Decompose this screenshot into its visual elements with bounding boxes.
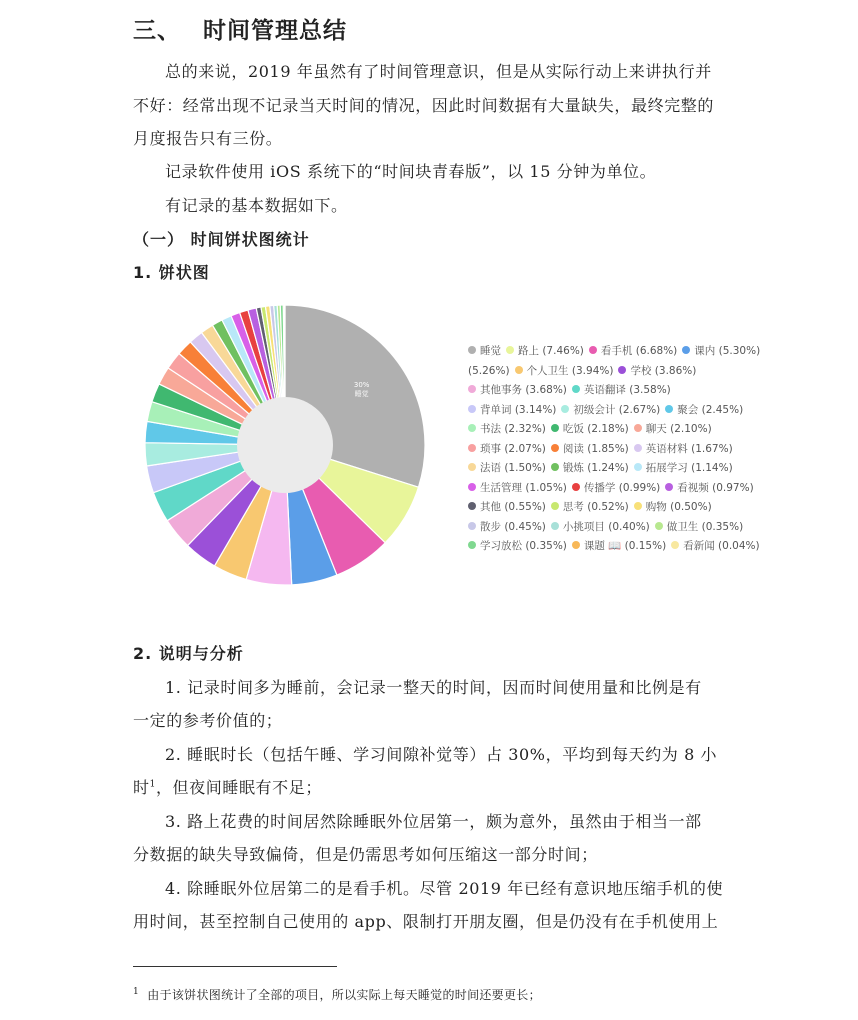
legend-item[interactable] bbox=[572, 381, 671, 401]
legend-label: 思考 (0.52%) bbox=[562, 501, 629, 513]
legend-swatch bbox=[551, 463, 559, 471]
analysis-1-line-1: 1. 记录时间多为睡前，会记录一整天的时间，因而时间使用量和比例是有 bbox=[165, 678, 702, 697]
legend-item[interactable] bbox=[671, 537, 759, 557]
legend-swatch bbox=[655, 522, 663, 530]
legend-label: 其他 (0.55%) bbox=[480, 501, 546, 513]
legend-item[interactable] bbox=[468, 342, 501, 362]
analysis-2-line-2 bbox=[133, 775, 322, 798]
legend-swatch bbox=[682, 346, 690, 354]
legend-label: 初级会计 (2.67%) bbox=[573, 403, 661, 416]
legend-label: 背单词 (3.14%) bbox=[480, 403, 557, 416]
legend-swatch bbox=[506, 346, 514, 354]
legend-label: 英语翻译 (3.58%) bbox=[583, 384, 671, 396]
legend-swatch bbox=[589, 346, 597, 354]
legend-swatch bbox=[634, 463, 642, 471]
legend-label: 课题 📖 (0.15%) bbox=[583, 540, 667, 552]
legend-swatch bbox=[551, 502, 559, 510]
legend-item[interactable] bbox=[468, 440, 546, 460]
legend-item[interactable] bbox=[655, 518, 743, 538]
legend-item[interactable] bbox=[468, 498, 546, 518]
footnote-divider bbox=[133, 966, 337, 967]
legend-swatch bbox=[468, 522, 476, 530]
legend-swatch bbox=[551, 444, 559, 452]
legend-label: 小挑项目 (0.40%) bbox=[562, 520, 650, 533]
legend-label: 散步 (0.45%) bbox=[480, 520, 546, 533]
legend-row bbox=[468, 342, 848, 362]
legend-label: 学习放松 (0.35%) bbox=[480, 540, 567, 552]
legend-label: 生活管理 (1.05%) bbox=[480, 481, 567, 494]
legend-item[interactable] bbox=[572, 537, 666, 557]
footnote-text: 由于该饼状图统计了全部的项目，所以实际上每天睡觉的时间还要更长； bbox=[147, 988, 541, 1002]
legend-row bbox=[468, 381, 848, 401]
legend-item[interactable] bbox=[551, 459, 629, 479]
legend-row bbox=[468, 537, 848, 557]
legend-row bbox=[468, 440, 848, 460]
legend-item[interactable] bbox=[515, 362, 614, 382]
legend-swatch bbox=[551, 522, 559, 530]
legend-label: 课内 (5.30%) bbox=[694, 345, 761, 357]
legend-swatch bbox=[618, 366, 626, 374]
analysis-2-text-b: ，但夜间睡眠有不足； bbox=[155, 778, 322, 797]
section-number: 三、 bbox=[133, 18, 181, 44]
legend-item[interactable] bbox=[618, 362, 696, 382]
legend-item[interactable] bbox=[572, 479, 660, 499]
legend-label: 睡觉 bbox=[480, 345, 501, 357]
analysis-3-line-1: 3. 路上花费的时间居然除睡眠外位居第一，颇为意外，虽然由于相当一部 bbox=[165, 812, 702, 831]
subsection-heading: （一） 时间饼状图统计 bbox=[133, 230, 310, 249]
legend-item[interactable] bbox=[634, 420, 712, 440]
legend-item[interactable] bbox=[506, 342, 584, 362]
legend-item[interactable] bbox=[551, 498, 629, 518]
chart-legend bbox=[468, 342, 848, 557]
legend-swatch bbox=[468, 385, 476, 393]
legend-item[interactable] bbox=[561, 401, 660, 421]
legend-row bbox=[468, 479, 848, 499]
legend-swatch bbox=[468, 483, 476, 491]
legend-label: 传播学 (0.99%) bbox=[583, 481, 661, 494]
legend-item[interactable] bbox=[634, 459, 733, 479]
legend-label: 法语 (1.50%) bbox=[480, 462, 546, 474]
legend-row bbox=[468, 401, 848, 421]
legend-row bbox=[468, 498, 848, 518]
legend-row bbox=[468, 459, 848, 479]
legend-item[interactable] bbox=[468, 537, 567, 557]
legend-swatch bbox=[551, 424, 559, 432]
legend-swatch bbox=[468, 502, 476, 510]
analysis-3-line-2: 分数据的缺失导致偏倚，但是仍需思考如何压缩这一部分时间； bbox=[133, 845, 598, 864]
legend-swatch bbox=[665, 483, 673, 491]
paragraph-3: 有记录的基本数据如下。 bbox=[165, 196, 348, 215]
legend-swatch bbox=[468, 463, 476, 471]
legend-row bbox=[468, 362, 848, 382]
analysis-1-line-2: 一定的参考价值的； bbox=[133, 711, 283, 730]
legend-item[interactable] bbox=[682, 342, 760, 362]
legend-item[interactable] bbox=[468, 479, 567, 499]
analysis-4-line-1: 4. 除睡眠外位居第二的是看手机。尽管 2019 年已经有意识地压缩手机的使 bbox=[165, 879, 724, 898]
section-heading bbox=[133, 12, 347, 45]
legend-item[interactable] bbox=[468, 420, 546, 440]
footnote-mark: 1 bbox=[133, 987, 140, 997]
legend-label: 吃饭 (2.18%) bbox=[562, 423, 629, 435]
legend-swatch bbox=[468, 346, 476, 354]
sub-heading-pie: 1. 饼状图 bbox=[133, 263, 210, 282]
legend-label: 看新闻 (0.04%) bbox=[683, 540, 760, 552]
section-title: 时间管理总结 bbox=[203, 18, 347, 44]
legend-item[interactable] bbox=[551, 518, 650, 538]
paragraph-2: 记录软件使用 iOS 系统下的“时间块青春版”，以 15 分钟为单位。 bbox=[165, 162, 657, 181]
legend-label: 学校 (3.86%) bbox=[630, 364, 697, 377]
legend-swatch bbox=[572, 483, 580, 491]
slice-label-value: 30% bbox=[353, 380, 370, 389]
legend-label: 书法 (2.32%) bbox=[480, 423, 546, 435]
paragraph-1-line-2: 不好：经常出现不记录当天时间的情况，因此时间数据有大量缺失，最终完整的 bbox=[133, 96, 715, 115]
legend-swatch bbox=[515, 366, 523, 374]
legend-label: 个人卫生 (3.94%) bbox=[526, 364, 614, 377]
paragraph-1-line-1: 总的来说，2019 年虽然有了时间管理意识，但是从实际行动上来讲执行并 bbox=[165, 62, 712, 81]
legend-row bbox=[468, 518, 848, 538]
legend-item[interactable] bbox=[468, 401, 556, 421]
legend-item[interactable] bbox=[665, 401, 743, 421]
analysis-2-text-a: 时 bbox=[133, 778, 150, 797]
legend-label: 锻炼 (1.24%) bbox=[562, 462, 629, 474]
legend-swatch bbox=[671, 541, 679, 549]
legend-swatch bbox=[634, 502, 642, 510]
legend-swatch bbox=[468, 405, 476, 413]
analysis-2-line-1: 2. 睡眠时长（包括午睡、学习间隙补觉等）占 30%，平均到每天约为 8 小 bbox=[165, 745, 718, 764]
legend-swatch bbox=[468, 424, 476, 432]
footnote bbox=[133, 986, 541, 1003]
legend-swatch bbox=[634, 424, 642, 432]
legend-swatch bbox=[468, 444, 476, 452]
legend-label: 琐事 (2.07%) bbox=[480, 442, 546, 455]
paragraph-1-line-3: 月度报告只有三份。 bbox=[133, 129, 283, 148]
legend-swatch bbox=[634, 444, 642, 452]
legend-label: 做卫生 (0.35%) bbox=[666, 520, 744, 533]
legend-swatch bbox=[665, 405, 673, 413]
legend-label: 路上 (7.46%) bbox=[518, 345, 584, 357]
legend-item[interactable] bbox=[468, 362, 510, 382]
legend-label: 聚会 (2.45%) bbox=[677, 403, 744, 416]
legend-row bbox=[468, 420, 848, 440]
analysis-4-line-2: 用时间，甚至控制自己使用的 app、限制打开朋友圈，但是仍没有在手机使用上 bbox=[133, 912, 719, 931]
legend-label: 其他事务 (3.68%) bbox=[480, 384, 567, 396]
legend-item[interactable] bbox=[589, 342, 677, 362]
legend-label: 聊天 (2.10%) bbox=[645, 423, 712, 435]
legend-swatch bbox=[572, 385, 580, 393]
legend-item[interactable] bbox=[665, 479, 753, 499]
legend-label: (5.26%) bbox=[468, 364, 510, 377]
legend-item[interactable] bbox=[634, 498, 712, 518]
legend-item[interactable] bbox=[468, 459, 546, 479]
legend-label: 拓展学习 (1.14%) bbox=[645, 462, 733, 474]
legend-swatch bbox=[572, 541, 580, 549]
pie-chart bbox=[130, 290, 440, 600]
legend-item[interactable] bbox=[468, 381, 567, 401]
footnote-ref[interactable]: 1 bbox=[149, 779, 156, 790]
donut-hole bbox=[237, 397, 333, 493]
slice-label-name: 睡觉 bbox=[354, 389, 369, 398]
legend-swatch bbox=[468, 541, 476, 549]
legend-item[interactable] bbox=[468, 518, 546, 538]
legend-label: 购物 (0.50%) bbox=[645, 501, 712, 513]
legend-label: 阅读 (1.85%) bbox=[562, 442, 629, 455]
sub-heading-analysis: 2. 说明与分析 bbox=[133, 644, 244, 663]
legend-item[interactable] bbox=[634, 440, 733, 460]
legend-item[interactable] bbox=[551, 440, 629, 460]
legend-item[interactable] bbox=[551, 420, 629, 440]
legend-label: 看手机 (6.68%) bbox=[600, 345, 678, 357]
legend-label: 英语材料 (1.67%) bbox=[645, 442, 733, 455]
legend-label: 看视频 (0.97%) bbox=[677, 481, 754, 494]
legend-swatch bbox=[561, 405, 569, 413]
